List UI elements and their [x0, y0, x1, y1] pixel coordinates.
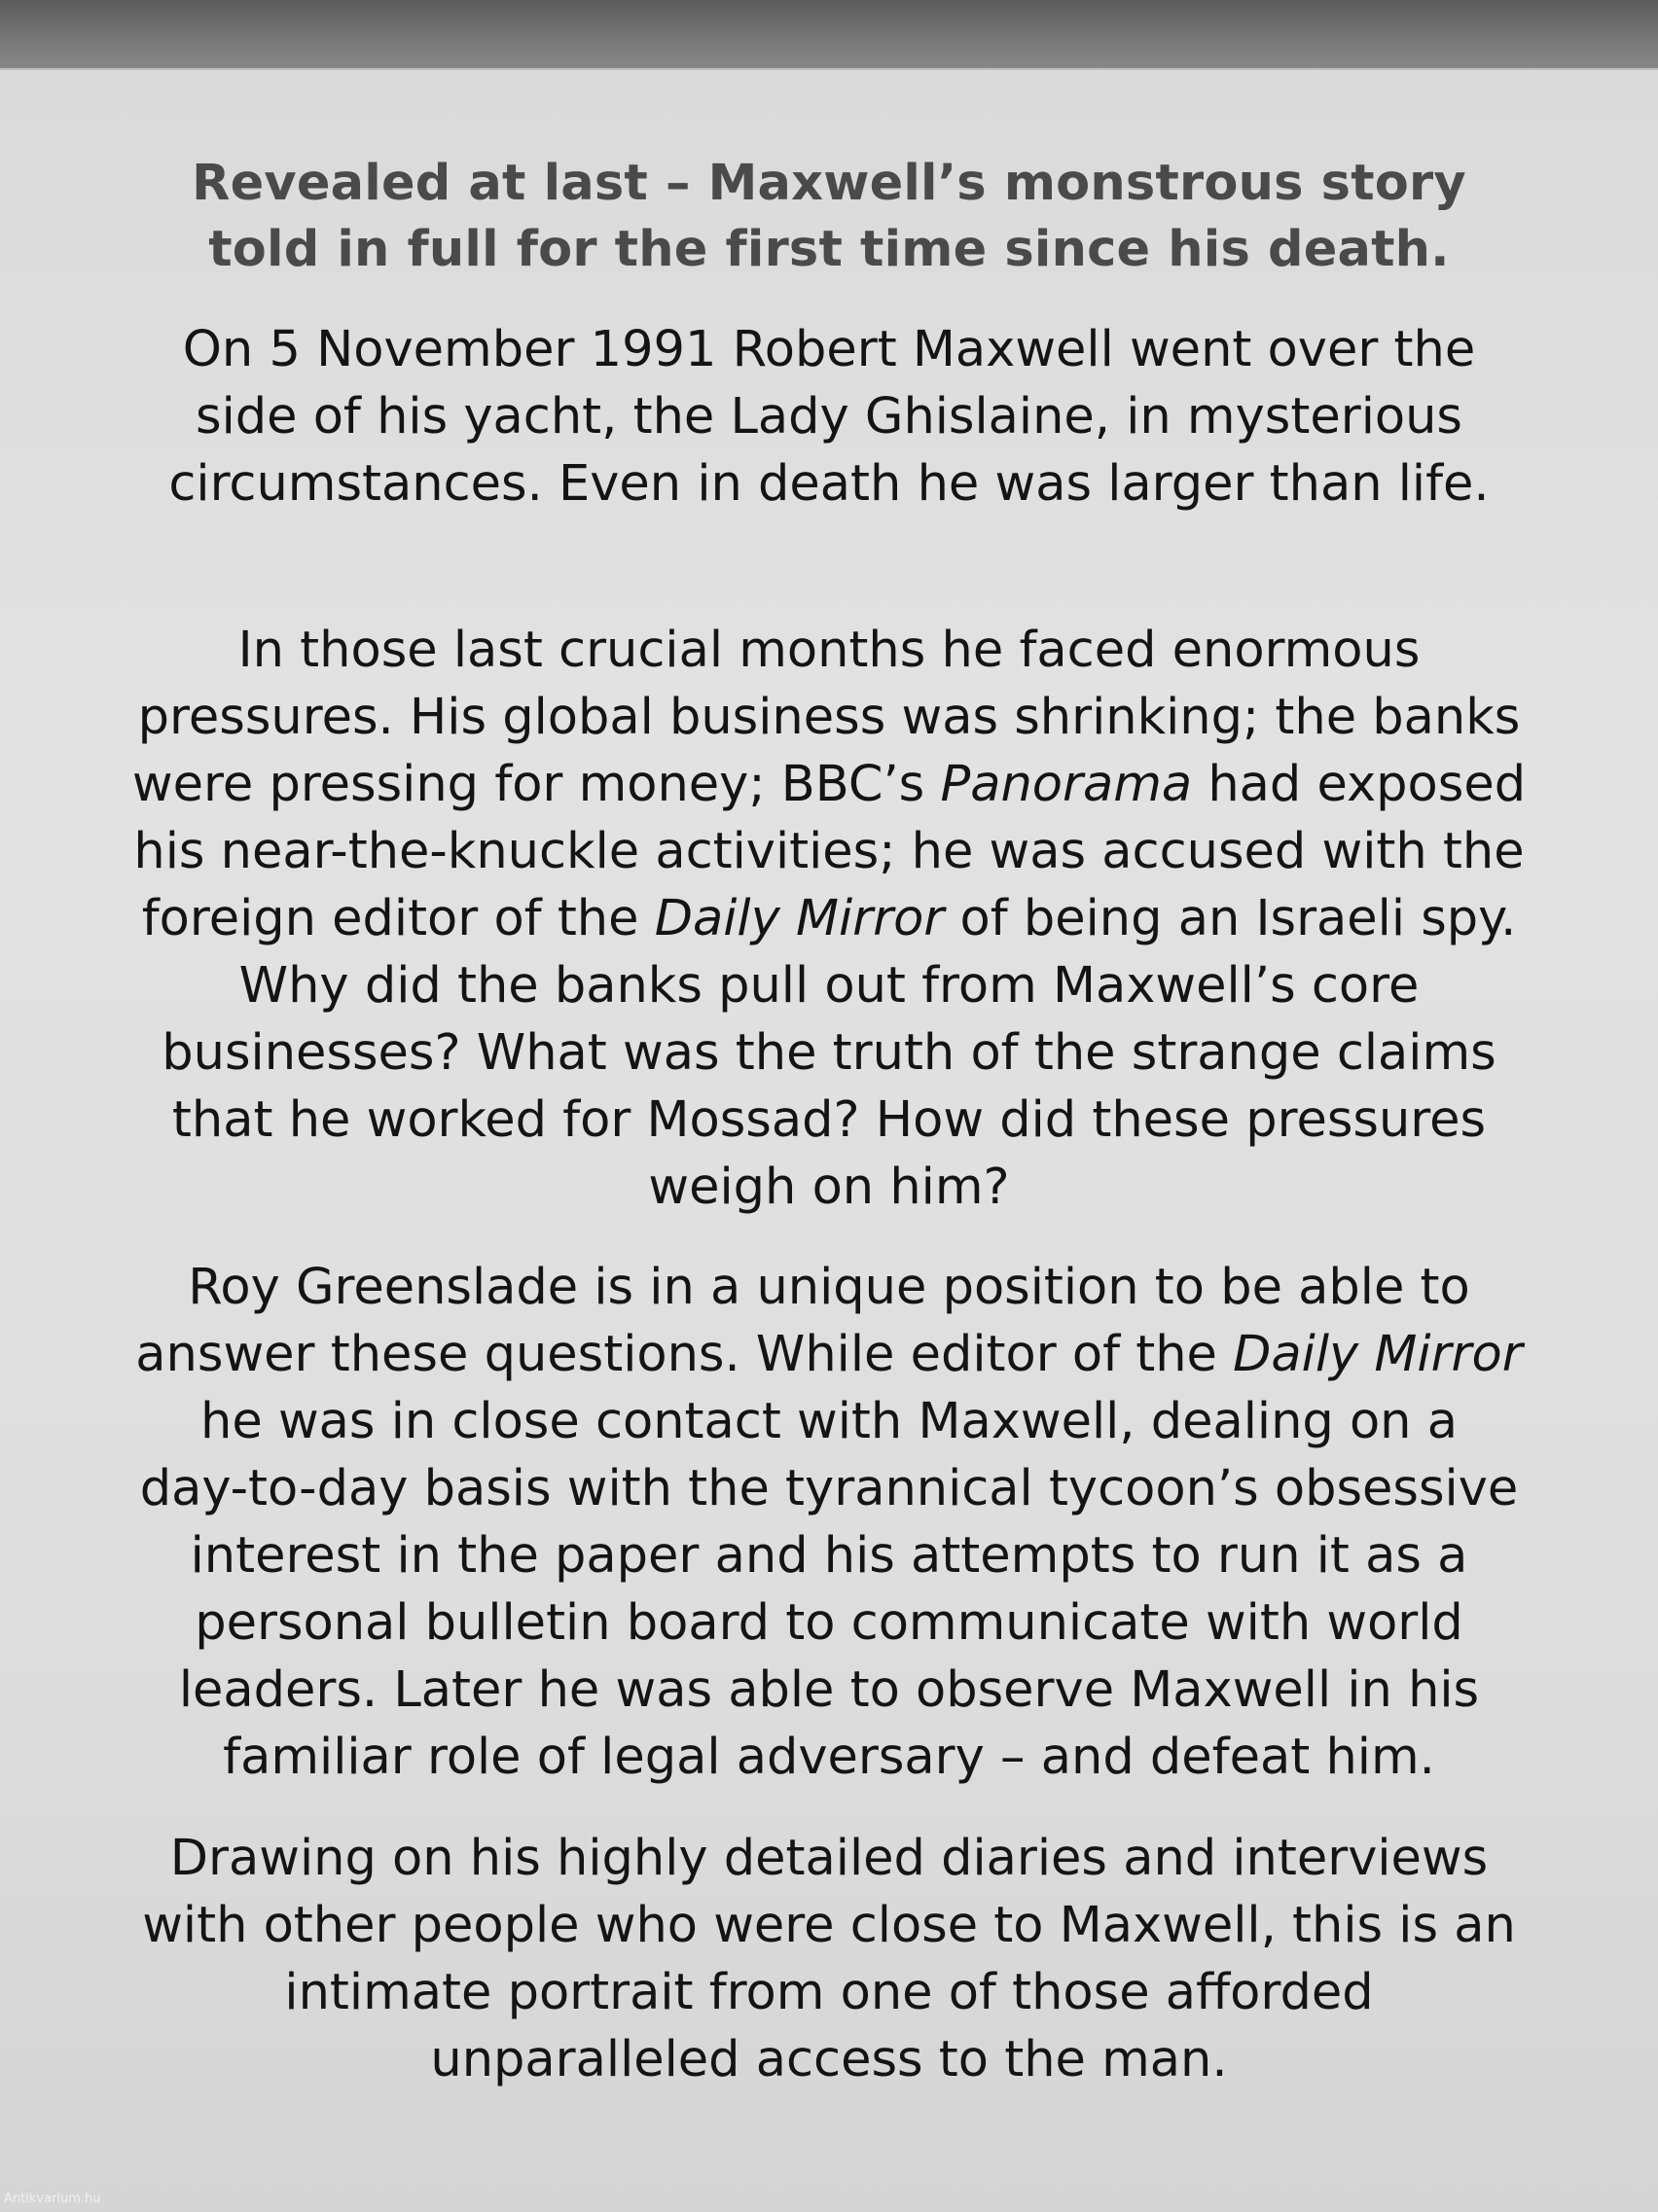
text-line: his near-the-knuckle activities; he was accused with the [133, 823, 1525, 880]
text-fragment: had exposed [1192, 756, 1527, 813]
text-fragment: were pressing for money; BBC’s [131, 756, 941, 813]
text-line [68, 1321, 1590, 1388]
text-line: side of his yacht, the Lady Ghislaine, in mysterious [196, 388, 1462, 446]
text-line: Roy Greenslade is in a unique position to be able to [188, 1259, 1470, 1316]
text-line: with other people who were close to Maxwell, this is an [142, 1897, 1516, 1954]
text-line: familiar role of legal adversary – and defeat him. [223, 1729, 1435, 1786]
text-line: weigh on him? [648, 1159, 1010, 1216]
text-line: In those last crucial months he faced enormous [237, 622, 1421, 679]
book-back-cover [0, 68, 1658, 2212]
text-line: Why did the banks pull out from Maxwell’s core [238, 957, 1420, 1015]
paragraph-intro [68, 316, 1590, 517]
text-line: On 5 November 1991 Robert Maxwell went over the [182, 321, 1476, 378]
paragraph-pressures [68, 617, 1590, 1221]
text-line: pressures. His global business was shrinking; the banks [137, 689, 1521, 746]
text-line: day-to-day basis with the tyrannical tycoon’s obsessive [139, 1460, 1519, 1517]
text-line: interest in the paper and his attempts to run it as a [190, 1527, 1468, 1585]
text-line: intimate portrait from one of those afforded [284, 1964, 1374, 2021]
text-line [68, 885, 1590, 952]
paragraph-author [68, 1254, 1590, 1791]
italic-title: Daily Mirror [1233, 1326, 1523, 1383]
watermark: Antikvarium.hu [4, 2192, 101, 2206]
text-fragment: of being an Israeli spy. [944, 890, 1517, 947]
text-line: leaders. Later he was able to observe Maxwell in his [178, 1661, 1480, 1719]
text-line: businesses? What was the truth of the strange claims [162, 1024, 1496, 1082]
headline-line: told in full for the first time since his death. [208, 221, 1450, 278]
headline-line: Revealed at last – Maxwell’s monstrous story [192, 155, 1466, 212]
text-line [68, 751, 1590, 818]
paragraph-closing [68, 1825, 1590, 2093]
text-fragment: answer these questions. While editor of the [135, 1326, 1234, 1383]
text-line: that he worked for Mossad? How did these pressures [171, 1091, 1487, 1149]
text-line: personal bulletin board to communicate with world [195, 1594, 1463, 1652]
text-line: he was in close contact with Maxwell, dealing on a [200, 1393, 1458, 1450]
text-fragment: foreign editor of the [141, 890, 655, 947]
italic-title: Panorama [940, 756, 1193, 813]
text-line: Drawing on his highly detailed diaries and interviews [169, 1830, 1489, 1887]
text-line: unparalleled access to the man. [430, 2031, 1228, 2088]
italic-title: Daily Mirror [654, 890, 945, 947]
headline [78, 151, 1580, 283]
text-line: circumstances. Even in death he was larger than life. [168, 455, 1490, 513]
